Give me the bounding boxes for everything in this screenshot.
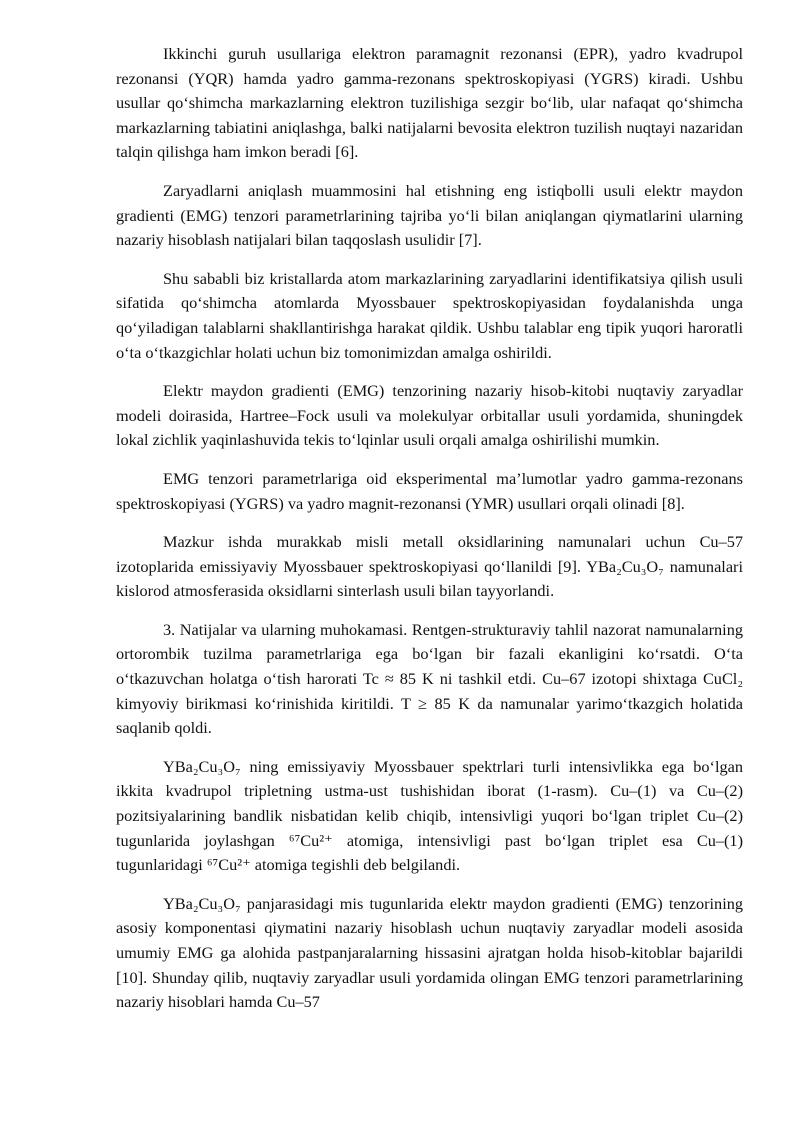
paragraph-7-results: 3. Natijalar va ularning muhokamasi. Rentgen-strukturaviy tahlil nazorat namunalarning ortorombik tuzilma parametrlariga ega bo‘lgan bir fazali ekanligini ko‘rsatdi. O‘ta o‘tkazuvchan holatga o‘tish harorati Tc ≈ 85 K ni tashkil etdi. Cu–67 izotopi shixtaga CuCl₂ kimyoviy birikmasi ko‘rinishida kiritildi. T ≥ 85 K da namunalar yarimo‘tkazgich holatida saqlanib qoldi.	[116, 619, 743, 738]
paragraph-6: Mazkur ishda murakkab misli metall oksidlarining namunalari uchun Cu–57 izotoplarida emissiyaviy Myossbauer spektroskopiyasi qo‘llanildi [9]. YBa₂Cu₃O₇ namunalari kislorod atmosferasida oksidlarni sinterlash usuli bilan tayyorlandi.	[116, 532, 743, 601]
paragraph-8: YBa₂Cu₃O₇ ning emissiyaviy Myossbauer spektrlari turli intensivlikka ega bo‘lgan ikkita kvadrupol tripletning ustma-ust tushishidan iborat (1-rasm). Cu–(1) va Cu–(2) pozitsiyalarining bandlik nisbatidan kelib chiqib, intensivligi yuqori bo‘lgan triplet Cu–(2) tugunlarida joylashgan ⁶⁷Cu²⁺ atomiga, intensivligi past bo‘lgan triplet esa Cu–(1) tugunlaridagi ⁶⁷Cu²⁺ atomiga tegishli deb belgilandi.	[116, 756, 743, 875]
document-page	[116, 42, 743, 1029]
paragraph-1: Ikkinchi guruh usullariga elektron paramagnit rezonansi (EPR), yadro kvadrupol rezonansi (YQR) hamda yadro gamma-rezonans spektroskopiyasi (YGRS) kiradi. Ushbu usullar qo‘shimcha markazlarning elektron tuzilishiga sezgir bo‘lib, ular nafaqat qo‘shimcha markazlarning tabiatini aniqlashga, balki natijalarni bevosita elektron tuzilish nuqtayi nazaridan talqin qilishga ham imkon beradi [6].	[116, 44, 743, 162]
paragraph-9: YBa₂Cu₃O₇ panjarasidagi mis tugunlarida elektr maydon gradienti (EMG) tenzorining asosiy komponentasi qiymatini nazariy hisoblash uchun nuqtaviy zaryadlar modeli asosida umumiy EMG ga alohida pastpanjaralarning hissasini ajratgan holda hisob-kitoblar bajarildi [10]. Shunday qilib, nuqtaviy zaryadlar usuli yordamida olingan EMG tenzori parametrlarining nazariy hisoblari hamda Cu–57	[116, 893, 743, 1012]
paragraph-5: EMG tenzori parametrlariga oid eksperimental ma’lumotlar yadro gamma-rezonans spektroskopiyasi (YGRS) va yadro magnit-rezonansi (YMR) usullari orqali olinadi [8].	[116, 468, 743, 513]
paragraph-4: Elektr maydon gradienti (EMG) tenzorining nazariy hisob-kitobi nuqtaviy zaryadlar modeli doirasida, Hartree–Fock usuli va molekulyar orbitallar usuli yordamida, shuningdek lokal zichlik yaqinlashuvida tekis to‘lqinlar usuli orqali amalga oshirilishi mumkin.	[116, 381, 743, 450]
paragraph-3: Shu sababli biz kristallarda atom markazlarining zaryadlarini identifikatsiya qilish usuli sifatida qo‘shimcha atomlarda Myossbauer spektroskopiyasidan foydalanishda unga qo‘yiladigan talablarni shakllantirishga harakat qildik. Ushbu talablar eng tipik yuqori haroratli o‘ta o‘tkazgichlar holati uchun biz tomonimizdan amalga oshirildi.	[116, 268, 743, 362]
paragraph-2: Zaryadlarni aniqlash muammosini hal etishning eng istiqbolli usuli elektr maydon gradienti (EMG) tenzori parametrlarining tajriba yo‘li bilan aniqlangan qiymatlarini ularning nazariy hisoblash natijalari bilan taqqoslash usulidir [7].	[116, 180, 743, 250]
